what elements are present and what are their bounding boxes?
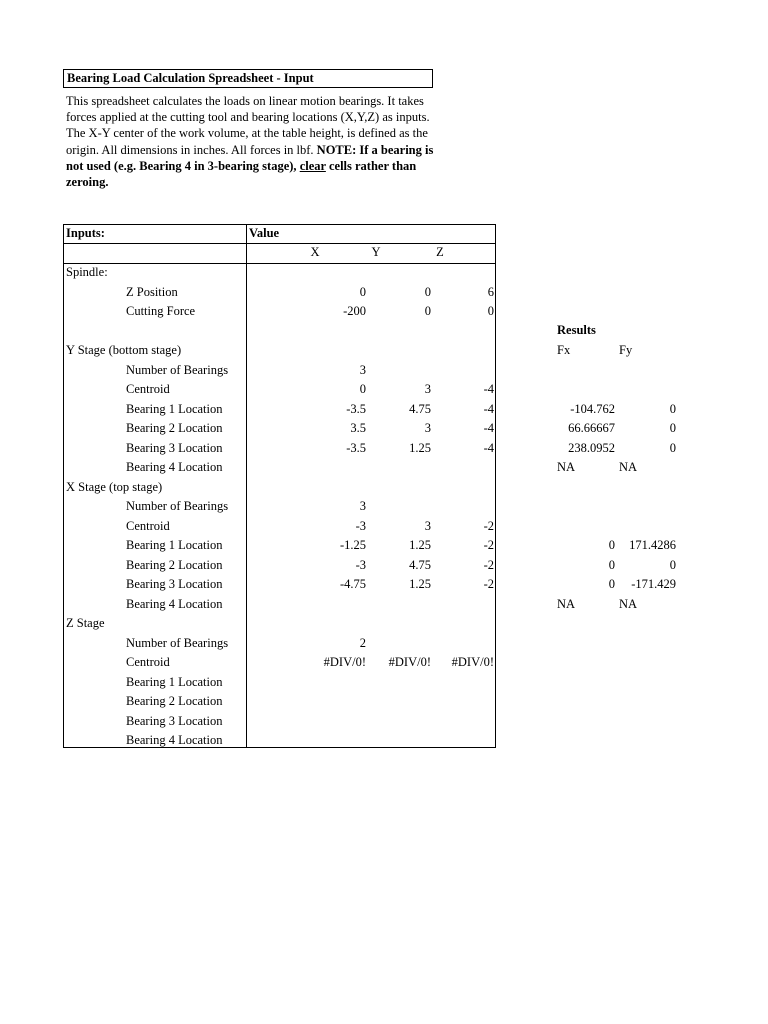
result-fx: 238.0952 — [568, 440, 615, 455]
cell-x: -1.25 — [339, 538, 366, 552]
table-divider — [246, 224, 247, 748]
row-label: Bearing 1 Location — [126, 401, 223, 416]
row-label: X Stage (top stage) — [66, 479, 163, 494]
cell-x: 3 — [359, 362, 366, 377]
cell-z: -2 — [483, 538, 494, 552]
row-label: Number of Bearings — [126, 499, 229, 513]
result-fy: 0 — [669, 401, 676, 416]
row-label: Bearing 3 Location — [126, 713, 223, 728]
cell-x: 0 — [359, 382, 366, 396]
cell-y: 1.25 — [409, 440, 431, 455]
row-label: Bearing 1 Location — [126, 538, 223, 552]
table-header-line — [63, 243, 496, 244]
row-label: Y Stage (bottom stage) — [66, 343, 182, 357]
row-label: Bearing 1 Location — [126, 674, 223, 689]
cell-z: #DIV/0! — [451, 655, 494, 669]
cell-z: -4 — [483, 440, 494, 455]
cell-z: -2 — [483, 518, 494, 533]
cell-y: 3 — [424, 421, 431, 435]
results-title: Results — [557, 323, 596, 337]
description-text: This spreadsheet calculates the loads on linear motion bearings. It takes forces applied at the cutting tool and bearing locations (X,Y,Z) as inputs. The X-Y center of the work volume, at the table height, is defined as the origin. All dimensions in inches. All forces in lbf. — [66, 94, 430, 157]
cell-y: 1.25 — [409, 538, 431, 552]
cell-x: -3.5 — [346, 401, 366, 416]
cell-y: 4.75 — [409, 557, 431, 572]
cell-x: -200 — [343, 304, 366, 318]
result-fx: 66.66667 — [568, 421, 615, 435]
cell-x: -4.75 — [339, 577, 366, 591]
row-label: Number of Bearings — [126, 362, 229, 377]
header-inputs: Inputs: — [66, 226, 105, 240]
cell-y: 0 — [424, 284, 431, 299]
row-label: Z Stage — [66, 616, 105, 630]
cell-x: 3 — [359, 499, 366, 513]
row-label: Centroid — [126, 382, 170, 396]
row-label: Bearing 2 Location — [126, 694, 223, 708]
col-header-z: Z — [436, 245, 444, 259]
cell-z: 0 — [487, 304, 494, 318]
cell-x: -3 — [355, 557, 366, 572]
cell-y: #DIV/0! — [388, 655, 431, 669]
cell-z: -4 — [483, 401, 494, 416]
cell-z: 6 — [487, 284, 494, 299]
cell-x: #DIV/0! — [323, 655, 366, 669]
cell-z: -2 — [483, 557, 494, 572]
row-label: Spindle: — [66, 265, 108, 279]
cell-z: -4 — [483, 382, 494, 396]
header-value: Value — [249, 226, 280, 240]
result-fy: NA — [619, 460, 638, 474]
sheet-title: Bearing Load Calculation Spreadsheet - Input — [63, 69, 433, 88]
description-note-clear: clear — [299, 158, 326, 173]
cell-z: -2 — [483, 577, 494, 591]
cell-y: 0 — [424, 304, 431, 318]
cell-y: 4.75 — [409, 401, 431, 416]
row-label: Z Position — [126, 284, 178, 299]
result-fx: 0 — [608, 557, 615, 572]
col-header-y: Y — [371, 245, 381, 259]
result-fy: -171.429 — [631, 577, 676, 591]
cell-z: -4 — [483, 421, 494, 435]
result-fx: NA — [557, 460, 576, 474]
result-fx: NA — [557, 596, 576, 611]
result-fy: NA — [619, 596, 638, 611]
cell-y: 1.25 — [409, 577, 431, 591]
result-fy: 0 — [669, 440, 676, 455]
row-label: Bearing 4 Location — [126, 460, 223, 474]
result-fy: 171.4286 — [629, 538, 676, 552]
row-label: Centroid — [126, 655, 170, 669]
row-label: Bearing 4 Location — [126, 596, 223, 611]
row-label: Number of Bearings — [126, 635, 229, 650]
results-col-fx: Fx — [557, 343, 571, 357]
row-label: Bearing 3 Location — [126, 440, 223, 455]
cell-x: -3.5 — [346, 440, 366, 455]
cell-x: -3 — [355, 518, 366, 533]
row-label: Bearing 4 Location — [126, 733, 223, 747]
row-label: Centroid — [126, 518, 170, 533]
result-fy: 0 — [669, 421, 676, 435]
cell-y: 3 — [424, 382, 431, 396]
result-fx: -104.762 — [570, 401, 615, 416]
results-col-fy: Fy — [619, 343, 633, 357]
row-label: Bearing 2 Location — [126, 557, 223, 572]
result-fx: 0 — [608, 538, 615, 552]
cell-x: 2 — [359, 635, 366, 650]
cell-y: 3 — [424, 518, 431, 533]
cell-x: 0 — [359, 284, 366, 299]
cell-x: 3.5 — [350, 421, 366, 435]
description-note: NOTE: If a bearing is not used (e.g. Bearing 4 in 3-bearing stage), — [66, 142, 434, 173]
table-subheader-line — [63, 263, 496, 264]
result-fx: 0 — [608, 577, 615, 591]
row-label: Bearing 2 Location — [126, 421, 223, 435]
row-label: Cutting Force — [126, 304, 196, 318]
row-label: Bearing 3 Location — [126, 577, 223, 591]
description-note-end: cells rather than zeroing. — [66, 158, 417, 190]
col-header-x: X — [310, 245, 320, 259]
result-fy: 0 — [669, 557, 676, 572]
description — [66, 93, 434, 190]
